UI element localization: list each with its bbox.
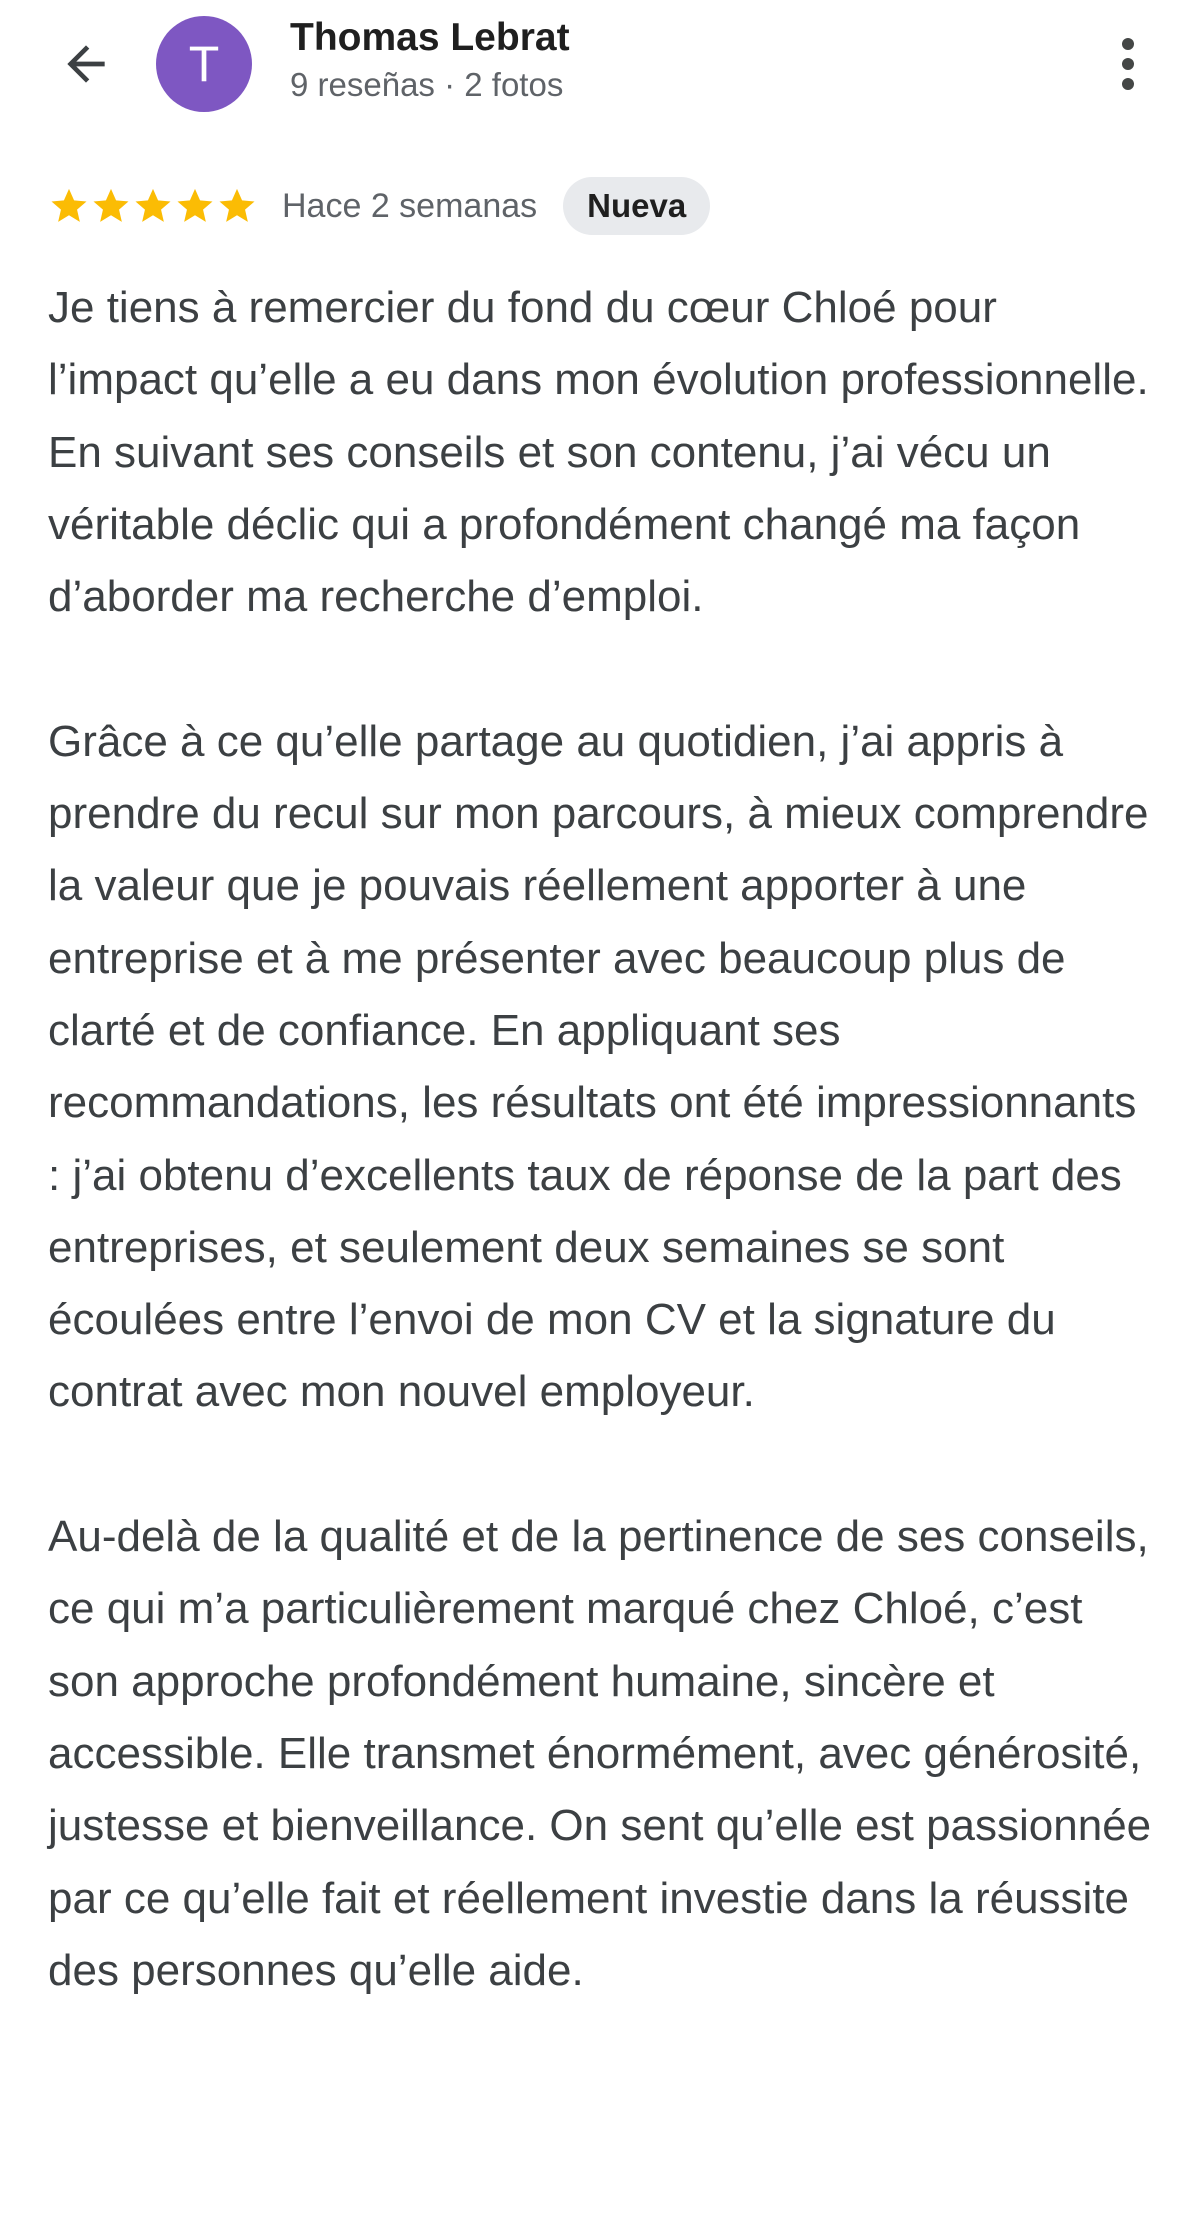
review-header: [0, 0, 1188, 140]
star-icon: [48, 185, 90, 227]
star-icon: [132, 185, 174, 227]
user-name[interactable]: Thomas Lebrat: [290, 16, 570, 59]
new-badge: Nueva: [563, 177, 710, 235]
rating-row: [48, 176, 710, 236]
user-meta: 9 reseñas · 2 fotos: [290, 66, 564, 103]
more-options-button[interactable]: [1100, 28, 1156, 100]
star-icon: [174, 185, 216, 227]
star-icon: [216, 185, 258, 227]
star-icon: [90, 185, 132, 227]
arrow-back-icon: [58, 36, 114, 92]
review-text: [48, 272, 1158, 2079]
avatar-letter: T: [188, 36, 220, 92]
more-vert-icon-dot: [1122, 58, 1134, 70]
more-vert-icon-dot: [1122, 38, 1134, 50]
avatar[interactable]: [156, 16, 252, 112]
review-paragraph: Je tiens à remercier du fond du cœur Chloé pour l’impact qu’elle a eu dans mon évolution professionnelle. En suivant ses conseils et son contenu, j’ai vécu un véritable déclic qui a profondément changé ma façon d’aborder ma recherche d’emploi.: [48, 283, 1149, 622]
more-vert-icon-dot: [1122, 78, 1134, 90]
review-date: Hace 2 semanas: [282, 186, 538, 225]
review-paragraph: Au-delà de la qualité et de la pertinence de ses conseils, ce qui m’a particulièrement marqué chez Chloé, c’est son approche profondément humaine, sincère et accessible. Elle transmet énormément, avec générosité, justesse et bienveillance. On sent qu’elle est passionnée par ce qu’elle fait et réellement investie dans la réussite des personnes qu’elle aide.: [48, 1512, 1152, 1995]
star-rating: [48, 185, 258, 227]
review-paragraph: Grâce à ce qu’elle partage au quotidien, j’ai appris à prendre du recul sur mon parcours, à mieux comprendre la valeur que je pouvais réellement apporter à une entreprise et à me présenter avec beaucoup plus de clarté et de confiance. En appliquant ses recommandations, les résultats ont été impressionnants : j’ai obtenu d’excellents taux de réponse de la part des entreprises, et seulement deux semaines se sont écoulées entre l’envoi de mon CV et la signature du contrat avec mon nouvel employeur.: [48, 716, 1149, 1417]
back-button[interactable]: [50, 28, 122, 100]
